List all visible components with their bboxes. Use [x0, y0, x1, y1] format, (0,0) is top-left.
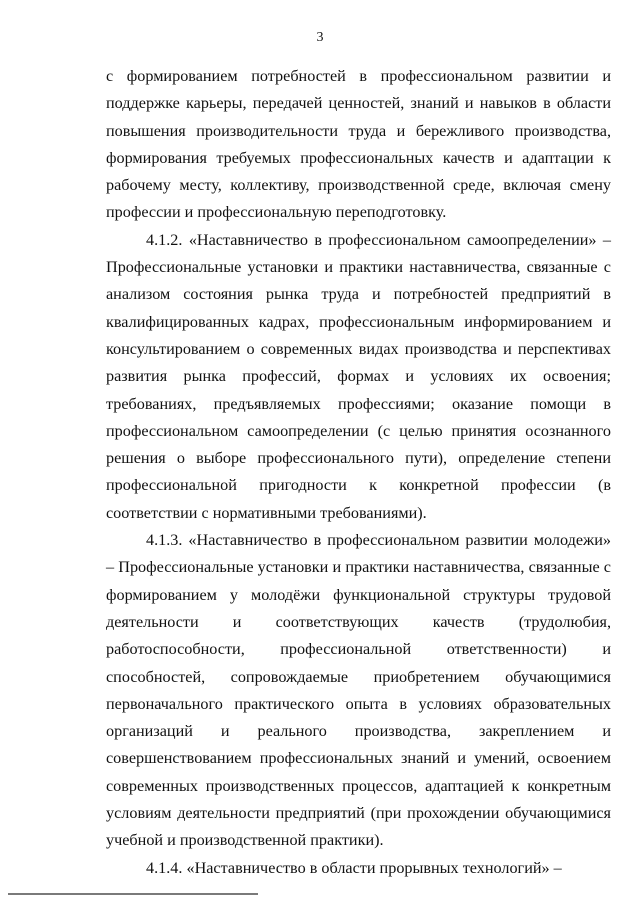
- paragraph-4-1-3: 4.1.3. «Наставничество в профессиональном развитии молодежи» – Профессиональные установки и практики наставничества, связанные с формированием у молодёжи функциональной структуры трудовой деятельности и соответствующих качеств (трудолюбия, работоспособности, профессиональной ответственности) и способностей, сопровождаемые приобретением обучающимися первоначального практического опыта в условиях образовательных организаций и реального производства, закреплением и совершенствованием профессиональных знаний и умений, освоением современных производственных процессов, адаптацией к конкретным условиям деятельности предприятий (при прохождении обучающимися учебной и производственной практики).: [106, 531, 611, 850]
- page-number: 3: [316, 30, 324, 45]
- page-edge-line: [8, 893, 258, 895]
- paragraph-continuation: с формированием потребностей в профессиональном развитии и поддержке карьеры, передачей ценностей, знаний и навыков в области повышения производительности труда и бережливого производства, формирования требуемых профессиональных качеств и адаптации к рабочему месту, коллективу, производственной среде, включая смену профессии и профессиональную переподготовку.: [106, 67, 611, 222]
- document-body: [106, 63, 611, 882]
- paragraph-4-1-2: 4.1.2. «Наставничество в профессиональном самоопределении» – Профессиональные установки и практики наставничества, связанные с анализом состояния рынка труда и потребностей предприятий в квалифицированных кадрах, профессиональным информированием и консультированием о современных видах производства и перспективах развития рынка профессий, формах и условиях их освоения; требованиях, предъявляемых профессиями; оказание помощи в профессиональном самоопределении (с целью принятия осознанного решения о выборе профессионального пути), определение степени профессиональной пригодности к конкретной профессии (в соответствии с нормативными требованиями).: [106, 230, 611, 522]
- paragraph-4-1-4: 4.1.4. «Наставничество в области прорывных технологий» –: [146, 858, 562, 877]
